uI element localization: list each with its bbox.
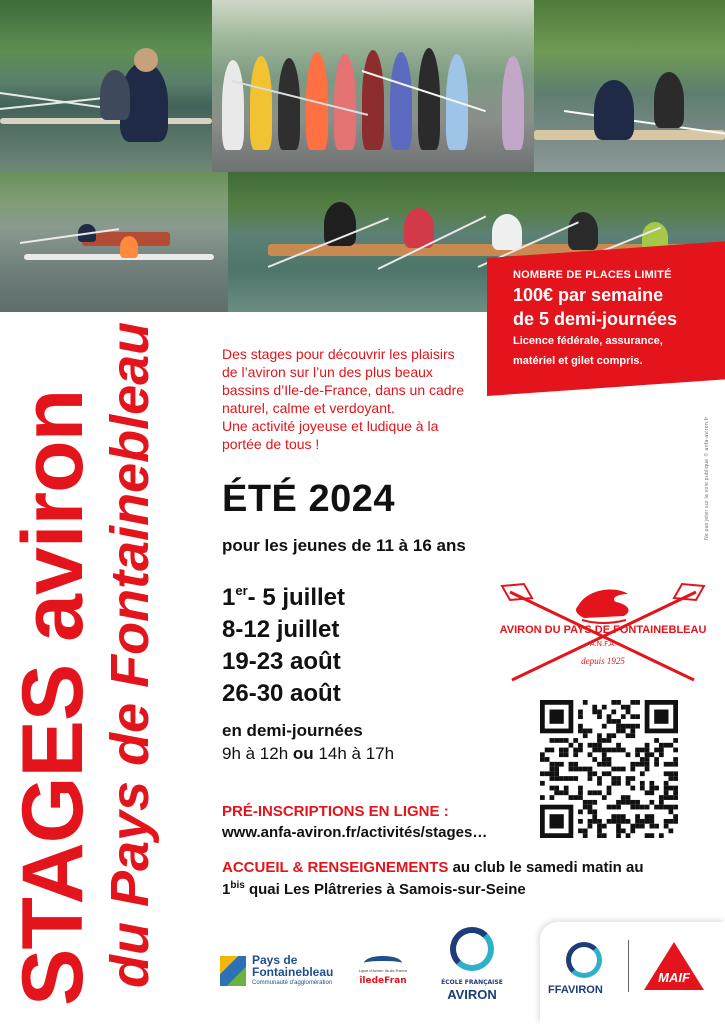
limited-places-label: NOMBRE DE PLACES LIMITÉ [513,269,672,282]
intro-line: portée de tous ! [222,436,320,452]
photo-group-kids [212,0,534,172]
intro-line: de l’aviron sur l’un des plus beaux [222,364,433,380]
date-item: 8-12 juillet [222,616,340,643]
logo-ffaviron: FFAVIRON [548,984,603,996]
logo-maif: MAIF [644,942,704,994]
club-name: AVIRON DU PAYS DE FONTAINEBLEAU [499,624,707,636]
club-abbr: A.N.F.A. [589,640,617,648]
ligue-arc-icon [364,956,402,970]
logo-pays-de-fontainebleau: Pays de Fontainebleau Communauté d'agglomération [220,952,355,992]
intro-line: bassins d’Ile-de-France, dans un cadre [222,382,465,398]
ffaviron-ring-icon [566,942,602,978]
accueil-line-2: $1^{bis}$ quai Les Plâtreries à Samois-sur-Seine [222,880,526,898]
price-line-2: de 5 demi-journées [513,309,678,330]
dragon-icon [576,590,629,623]
date-item: 26-30 août [222,680,341,707]
half-days-info [222,720,394,766]
preinscriptions-link[interactable]: www.anfa-aviron.fr/activités/stages… [222,824,488,841]
accueil-line-1: ACCUEIL & RENSEIGNEMENTS au club le samedi matin au [222,859,644,876]
title-stages-aviron: STAGES aviron [5,389,101,1006]
age-range: pour les jeunes de 11 à 16 ans [222,536,466,555]
efa-ring-icon [450,927,494,971]
logo-separator [628,940,629,992]
preinscriptions [222,802,487,844]
dates-list [222,582,345,710]
pays-logo-mark-icon [220,956,246,986]
half-days-title: en demi-journées [222,721,363,740]
intro-line: Des stages pour découvrir les plaisirs [222,346,455,362]
intro-line: naturel, calme et verdoyant. [222,400,395,416]
preinscriptions-title: PRÉ-INSCRIPTIONS EN LIGNE : [222,803,449,820]
logo-ecole-francaise-aviron: ÉCOLE FRANÇAISE AVIRON [432,925,512,1005]
club-since: depuis 1925 [581,656,625,666]
accueil-info [222,857,717,901]
photo-rowers-dock [0,0,212,172]
date-item: 1er- 5 juillet [222,583,346,611]
half-days-hours: 9h à 12h ou 14h à 17h [222,744,395,763]
included-line-2: matériel et gilet compris. [513,355,643,368]
title-pays-de-fontainebleau: du Pays de Fontainebleau [100,321,160,988]
qr-code[interactable] [540,700,678,838]
price-block [487,241,725,396]
qr-code-pattern [540,700,678,838]
photo-rowers-boat-right [534,0,725,172]
season-heading: ÉTÉ 2024 [222,478,395,520]
credit-note: Ne pas jeter sur la voie publique © anfa-aviron.fr [704,416,710,540]
date-item: 19-23 août [222,648,341,675]
club-logo [498,580,708,685]
logo-ligue-idf: Ligue d'Aviron Ile-de-France îledeFran [358,952,408,992]
photo-single-sculls [0,172,228,312]
included-line-1: Licence fédérale, assurance, [513,335,663,348]
intro-paragraph [222,345,492,453]
intro-line: Une activité joyeuse et ludique à la [222,418,439,434]
partner-logos-panel [540,922,725,1024]
price-line-1: 100€ par semaine [513,285,664,306]
